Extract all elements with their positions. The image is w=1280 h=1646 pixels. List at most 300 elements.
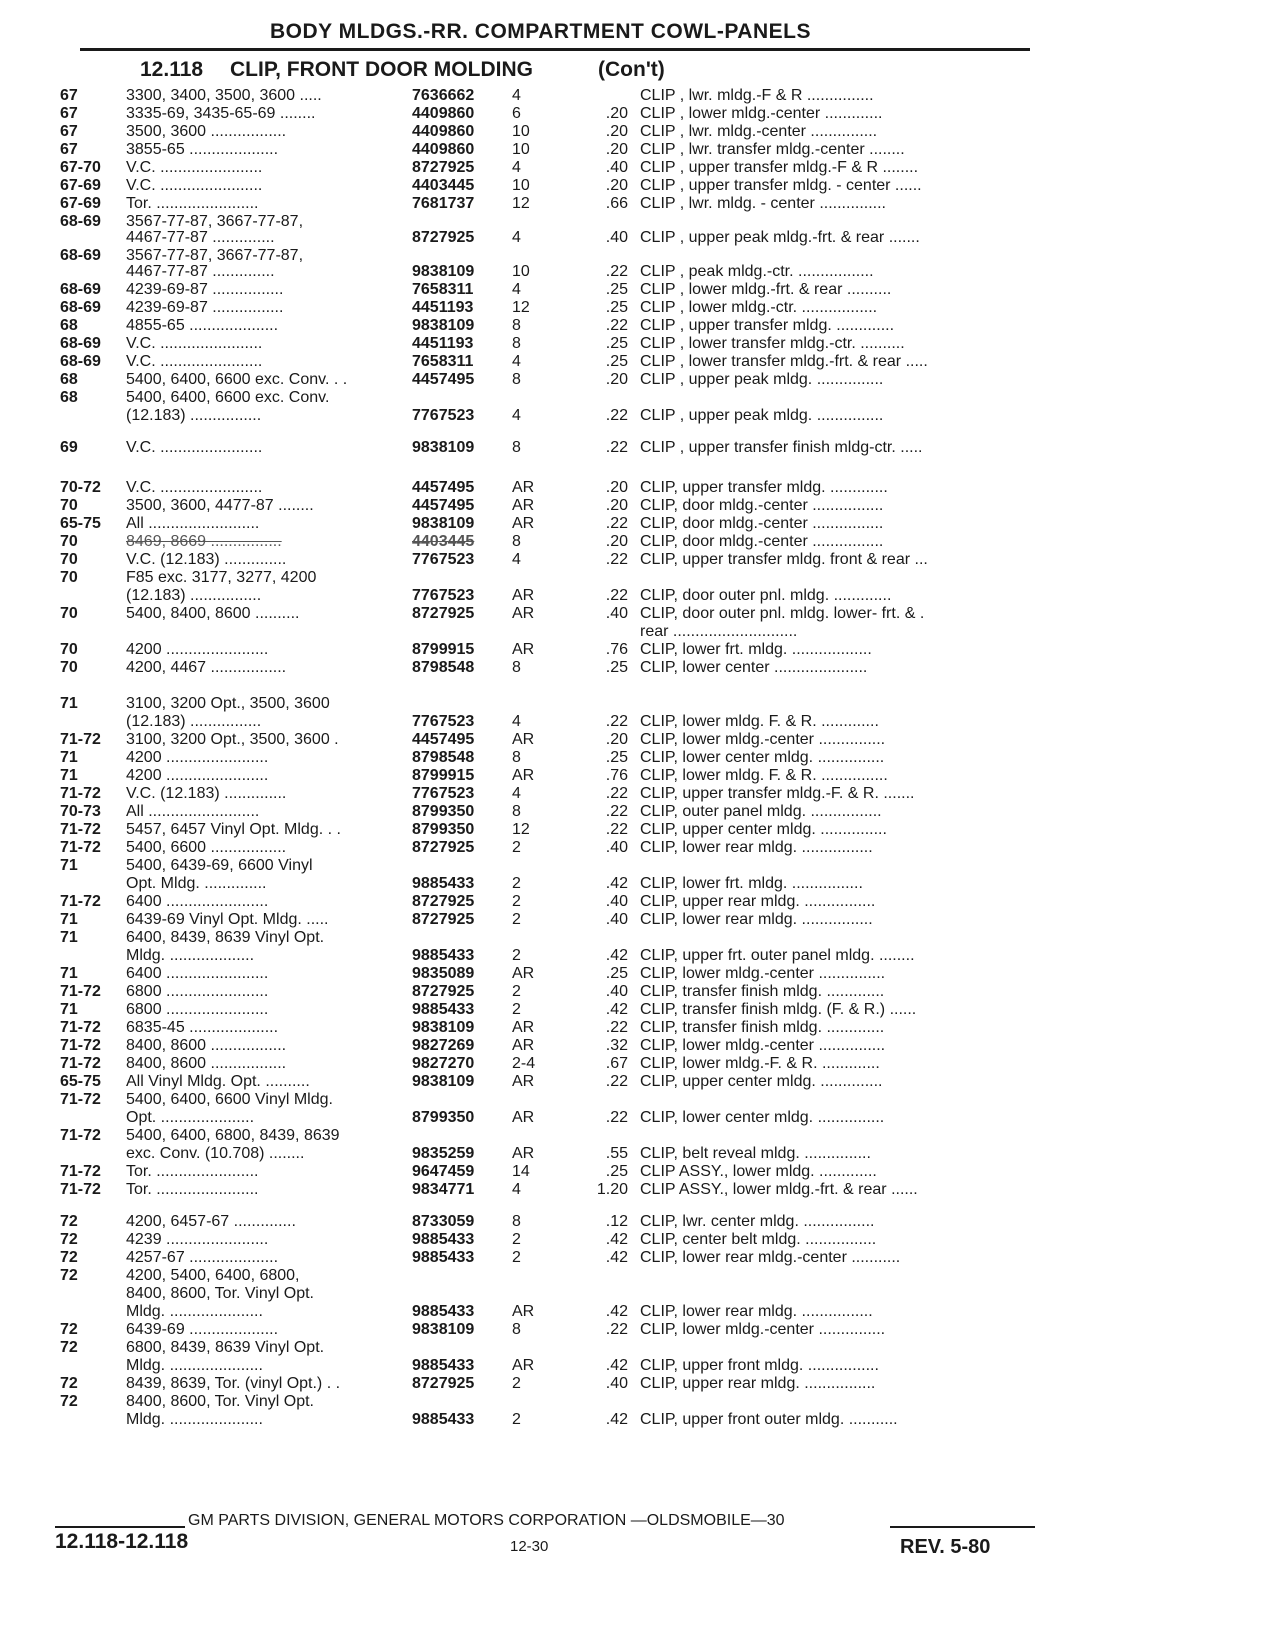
cell-year: 71-72	[60, 731, 101, 748]
table-row	[0, 1248, 1280, 1268]
cell-model: 3100, 3200 Opt., 3500, 3600 .	[126, 731, 339, 748]
cell-qty: AR	[512, 641, 535, 658]
cell-qty: AR	[512, 731, 535, 748]
cell-year: 71-72	[60, 1019, 101, 1036]
cell-desc: CLIP, lower mldg.-F. & R. .............	[640, 1055, 880, 1072]
cell-price: .20	[605, 497, 628, 514]
table-row	[0, 640, 1280, 660]
cell-model: V.C. .......................	[126, 177, 263, 194]
table-row	[0, 748, 1280, 768]
cell-price: .20	[605, 177, 628, 194]
cell-desc: CLIP, lower center mldg. ...............	[640, 749, 885, 766]
cell-desc: CLIP, outer panel mldg. ................	[640, 803, 882, 820]
cell-model: Tor. .......................	[126, 1181, 259, 1198]
cell-price: .22	[605, 1321, 628, 1338]
cell-year: 72	[60, 1231, 78, 1248]
table-row	[0, 622, 1280, 642]
cell-price: .25	[605, 335, 628, 352]
cell-qty: AR	[512, 605, 535, 622]
table-row	[0, 228, 1280, 248]
cell-year: 71	[60, 749, 78, 766]
cell-part: 8798548	[412, 749, 475, 766]
cell-price: .25	[605, 659, 628, 676]
cell-price: .42	[605, 947, 628, 964]
cell-model: 3567-77-87, 3667-77-87,	[126, 213, 304, 230]
cell-year: 67	[60, 87, 78, 104]
table-row	[0, 514, 1280, 534]
cell-year: 70	[60, 641, 78, 658]
cell-part: 9838109	[412, 317, 475, 334]
table-row	[0, 352, 1280, 372]
cell-price: .22	[605, 263, 628, 280]
cell-qty: 2	[512, 875, 521, 892]
cell-model: V.C. .......................	[126, 439, 263, 456]
table-row	[0, 370, 1280, 390]
cell-part: 4409860	[412, 123, 475, 140]
cell-qty: 8	[512, 1213, 521, 1230]
cell-model: V.C. (12.183) ..............	[126, 551, 287, 568]
cell-desc: CLIP , lower transfer mldg.-ctr. ..........	[640, 335, 905, 352]
cell-model: 6800, 8439, 8639 Vinyl Opt.	[126, 1339, 325, 1356]
cell-qty: 4	[512, 713, 521, 730]
table-row	[0, 1284, 1280, 1304]
page-footer	[50, 1508, 1050, 1588]
cell-qty: 12	[512, 195, 530, 212]
table-row	[0, 820, 1280, 840]
cell-part: 7767523	[412, 587, 475, 604]
cell-price: .40	[605, 159, 628, 176]
cell-year: 70	[60, 533, 78, 550]
cell-qty: 2	[512, 1375, 521, 1392]
cell-price: .20	[605, 479, 628, 496]
cell-desc: CLIP, transfer finish mldg. .............	[640, 1019, 885, 1036]
cell-price: .40	[605, 605, 628, 622]
cell-part: 8799350	[412, 803, 475, 820]
cell-part: 7767523	[412, 407, 475, 424]
cell-year: 68	[60, 317, 78, 334]
cell-desc: CLIP, lower frt. mldg. ................	[640, 875, 863, 892]
cell-qty: AR	[512, 965, 535, 982]
cell-year: 72	[60, 1375, 78, 1392]
table-row	[0, 1036, 1280, 1056]
cell-desc: CLIP ASSY., lower mldg.-frt. & rear ......	[640, 1181, 918, 1198]
table-row	[0, 1090, 1280, 1110]
cell-year: 71-72	[60, 1181, 101, 1198]
cell-model: 4257-67 ....................	[126, 1249, 279, 1266]
table-row	[0, 1126, 1280, 1146]
cell-price: .25	[605, 749, 628, 766]
cell-qty: 4	[512, 159, 521, 176]
cell-year: 68	[60, 371, 78, 388]
cell-desc: CLIP, lower mldg.-center ...............	[640, 965, 886, 982]
cell-part: 9838109	[412, 1073, 475, 1090]
cell-price: .55	[605, 1145, 628, 1162]
cell-part: 8727925	[412, 605, 475, 622]
cell-model: 3855-65 ....................	[126, 141, 279, 158]
table-row	[0, 1018, 1280, 1038]
cell-desc: CLIP , upper transfer finish mldg-ctr. .....	[640, 439, 923, 456]
cell-year: 70-72	[60, 479, 101, 496]
cell-qty: AR	[512, 479, 535, 496]
cell-year: 72	[60, 1267, 78, 1284]
cell-model: 3500, 3600, 4477-87 ........	[126, 497, 314, 514]
cell-qty: AR	[512, 1037, 535, 1054]
table-row	[0, 766, 1280, 786]
table-row	[0, 658, 1280, 678]
cell-price: .66	[605, 195, 628, 212]
cell-part: 9885433	[412, 1249, 475, 1266]
cell-model: 5400, 6400, 6800, 8439, 8639	[126, 1127, 340, 1144]
cell-desc: CLIP , peak mldg.-ctr. .................	[640, 263, 874, 280]
table-row	[0, 784, 1280, 804]
cell-model: (12.183) ................	[126, 407, 262, 424]
cell-model: V.C. .......................	[126, 335, 263, 352]
cell-qty: 8	[512, 749, 521, 766]
section-heading	[140, 58, 665, 82]
table-row	[0, 122, 1280, 142]
cell-year: 71-72	[60, 1055, 101, 1072]
table-row	[0, 586, 1280, 606]
cell-model: V.C. .......................	[126, 479, 263, 496]
cell-model: 4239-69-87 ................	[126, 281, 284, 298]
cell-model: 6439-69 ....................	[126, 1321, 279, 1338]
cell-year: 70	[60, 497, 78, 514]
cell-part: 8727925	[412, 911, 475, 928]
cell-price: .76	[605, 641, 628, 658]
cell-qty: 8	[512, 371, 521, 388]
cell-price: .40	[605, 983, 628, 1000]
cell-year: 71-72	[60, 1163, 101, 1180]
cell-model: 4855-65 ....................	[126, 317, 279, 334]
cell-model: 6800 .......................	[126, 983, 269, 1000]
cell-desc: CLIP , upper peak mldg. ...............	[640, 371, 884, 388]
cell-year: 71	[60, 929, 78, 946]
table-row	[0, 550, 1280, 570]
cell-part: 8727925	[412, 893, 475, 910]
cell-year: 70	[60, 551, 78, 568]
cell-desc: CLIP, door outer pnl. mldg. .............	[640, 587, 892, 604]
table-row	[0, 1000, 1280, 1020]
cell-desc: CLIP , lower mldg.-frt. & rear ..........	[640, 281, 892, 298]
cell-model: Mldg. .....................	[126, 1303, 263, 1320]
table-row	[0, 86, 1280, 106]
cell-price: .22	[605, 551, 628, 568]
cell-part: 7767523	[412, 785, 475, 802]
cell-qty: 4	[512, 1181, 521, 1198]
footer-page-number: 12-30	[510, 1538, 549, 1555]
cell-price: .20	[605, 123, 628, 140]
table-row	[0, 176, 1280, 196]
cell-model: F85 exc. 3177, 3277, 4200	[126, 569, 317, 586]
header-divider	[80, 48, 1030, 51]
cell-desc: CLIP, upper transfer mldg. front & rear ...	[640, 551, 928, 568]
cell-desc: CLIP, upper rear mldg. ................	[640, 893, 876, 910]
cell-qty: 8	[512, 803, 521, 820]
cell-part: 7681737	[412, 195, 475, 212]
table-row	[0, 1302, 1280, 1322]
cell-year: 70	[60, 659, 78, 676]
cell-qty: AR	[512, 1303, 535, 1320]
cell-qty: AR	[512, 1145, 535, 1162]
cell-price: .42	[605, 1001, 628, 1018]
cell-model: V.C. (12.183) ..............	[126, 785, 287, 802]
cell-part: 9827269	[412, 1037, 475, 1054]
cell-year: 68-69	[60, 247, 101, 264]
cell-year: 71	[60, 767, 78, 784]
cell-price: .25	[605, 281, 628, 298]
cell-desc: CLIP, lower mldg.-center ...............	[640, 1321, 886, 1338]
cell-desc: CLIP, lower mldg. F. & R. .............	[640, 713, 879, 730]
cell-year: 65-75	[60, 515, 101, 532]
cell-price: .25	[605, 299, 628, 316]
cell-model: 3500, 3600 .................	[126, 123, 287, 140]
table-row	[0, 874, 1280, 894]
cell-desc: CLIP, upper front mldg. ................	[640, 1357, 879, 1374]
cell-qty: 10	[512, 141, 530, 158]
cell-part: 8799915	[412, 767, 475, 784]
cell-qty: 8	[512, 317, 521, 334]
cell-qty: 2	[512, 893, 521, 910]
cell-year: 72	[60, 1321, 78, 1338]
cell-desc: CLIP, lower rear mldg.-center ...........	[640, 1249, 901, 1266]
cell-price: .20	[605, 105, 628, 122]
cell-model: 6400 .......................	[126, 965, 269, 982]
table-row	[0, 1320, 1280, 1340]
cell-part: 7636662	[412, 87, 475, 104]
cell-part: 9885433	[412, 1411, 475, 1428]
cell-model: 4467-77-87 ..............	[126, 263, 275, 280]
cell-desc: CLIP, lower rear mldg. ................	[640, 911, 873, 928]
table-row	[0, 712, 1280, 732]
cell-qty: 10	[512, 177, 530, 194]
cell-model: 4200 .......................	[126, 749, 269, 766]
cell-price: .22	[605, 407, 628, 424]
table-row	[0, 532, 1280, 552]
cell-year: 70	[60, 569, 78, 586]
cell-model: 5400, 6400, 6600 Vinyl Mldg.	[126, 1091, 333, 1108]
cell-year: 67	[60, 141, 78, 158]
cell-qty: AR	[512, 587, 535, 604]
cell-desc: CLIP, upper transfer mldg.-F. & R. .......	[640, 785, 915, 802]
cell-part: 8727925	[412, 983, 475, 1000]
cell-qty: 4	[512, 229, 521, 246]
cell-model: 4239-69-87 ................	[126, 299, 284, 316]
cell-part: 8727925	[412, 159, 475, 176]
table-row	[0, 1108, 1280, 1128]
cell-part: 9838109	[412, 1321, 475, 1338]
cell-part: 4457495	[412, 731, 475, 748]
cell-year: 68-69	[60, 281, 101, 298]
cell-price: .25	[605, 1163, 628, 1180]
cell-model: All .........................	[126, 515, 260, 532]
cell-desc: CLIP, transfer finish mldg. .............	[640, 983, 885, 1000]
table-row	[0, 568, 1280, 588]
cell-qty: 12	[512, 299, 530, 316]
cell-model: 6400, 8439, 8639 Vinyl Opt.	[126, 929, 325, 946]
cell-model: V.C. .......................	[126, 353, 263, 370]
cell-qty: 10	[512, 123, 530, 140]
cell-desc: CLIP, lwr. center mldg. ................	[640, 1213, 875, 1230]
cell-qty: 6	[512, 105, 521, 122]
table-row	[0, 1230, 1280, 1250]
cell-model: Tor. .......................	[126, 195, 259, 212]
cell-desc: CLIP, door outer pnl. mldg. lower- frt. & .	[640, 605, 925, 622]
cell-price: .22	[605, 515, 628, 532]
cell-model: exc. Conv. (10.708) ........	[126, 1145, 305, 1162]
cell-price: .76	[605, 767, 628, 784]
cell-model: 8439, 8639, Tor. (vinyl Opt.) . .	[126, 1375, 341, 1392]
cell-desc: CLIP , lower mldg.-center .............	[640, 105, 883, 122]
cell-model: V.C. .......................	[126, 159, 263, 176]
cell-part: 8799915	[412, 641, 475, 658]
cell-price: .22	[605, 317, 628, 334]
cell-desc: CLIP, door mldg.-center ................	[640, 515, 884, 532]
cell-desc: CLIP , upper peak mldg. ...............	[640, 407, 884, 424]
cell-qty: 4	[512, 551, 521, 568]
cell-price: .40	[605, 1375, 628, 1392]
table-row	[0, 262, 1280, 282]
cell-price: .40	[605, 893, 628, 910]
cell-desc: CLIP, upper center mldg. ...............	[640, 821, 887, 838]
cell-price: .25	[605, 353, 628, 370]
table-row	[0, 1392, 1280, 1412]
table-row	[0, 1338, 1280, 1358]
cell-price: .67	[605, 1055, 628, 1072]
table-row	[0, 298, 1280, 318]
cell-price: .25	[605, 965, 628, 982]
cell-year: 71-72	[60, 821, 101, 838]
cell-year: 68-69	[60, 213, 101, 230]
cell-part: 8798548	[412, 659, 475, 676]
table-row	[0, 838, 1280, 858]
cell-price: .22	[605, 803, 628, 820]
cell-part: 9885433	[412, 947, 475, 964]
cell-part: 4457495	[412, 371, 475, 388]
cell-price: .12	[605, 1213, 628, 1230]
cell-price: .22	[605, 821, 628, 838]
cell-model: Opt. Mldg. ..............	[126, 875, 267, 892]
cell-price: .22	[605, 587, 628, 604]
table-row	[0, 910, 1280, 930]
cell-desc: CLIP, lower frt. mldg. ..................	[640, 641, 872, 658]
table-row	[0, 478, 1280, 498]
cell-desc: CLIP, upper rear mldg. ................	[640, 1375, 876, 1392]
table-row	[0, 730, 1280, 750]
table-row	[0, 928, 1280, 948]
cell-year: 72	[60, 1213, 78, 1230]
cell-model: 4200 .......................	[126, 641, 269, 658]
cell-qty: 2	[512, 1411, 521, 1428]
cell-price: .20	[605, 533, 628, 550]
cell-desc: CLIP, transfer finish mldg. (F. & R.) ......	[640, 1001, 917, 1018]
cell-model: (12.183) ................	[126, 713, 262, 730]
cell-qty: 2-4	[512, 1055, 536, 1072]
cell-part: 9835259	[412, 1145, 475, 1162]
cell-year: 71	[60, 1001, 78, 1018]
section-continued: (Con't)	[598, 58, 665, 81]
table-row	[0, 946, 1280, 966]
cell-year: 67	[60, 123, 78, 140]
section-code: 12.118	[140, 58, 204, 81]
cell-model: 8400, 8600, Tor. Vinyl Opt.	[126, 1285, 314, 1302]
cell-qty: 8	[512, 335, 521, 352]
cell-desc: CLIP , lwr. mldg.-F & R ...............	[640, 87, 874, 104]
cell-model: 3100, 3200 Opt., 3500, 3600	[126, 695, 330, 712]
cell-model: Mldg. .....................	[126, 1411, 263, 1428]
cell-qty: 2	[512, 911, 521, 928]
cell-price: .32	[605, 1037, 628, 1054]
cell-desc: CLIP, door mldg.-center ................	[640, 533, 884, 550]
cell-price: .42	[605, 1249, 628, 1266]
cell-desc: CLIP , lwr. mldg. - center ...............	[640, 195, 886, 212]
cell-desc: CLIP, belt reveal mldg. ...............	[640, 1145, 871, 1162]
cell-price: .22	[605, 1109, 628, 1126]
cell-qty: 8	[512, 659, 521, 676]
table-row	[0, 1144, 1280, 1164]
cell-qty: 2	[512, 839, 521, 856]
table-row	[0, 158, 1280, 178]
cell-desc: CLIP, lower rear mldg. ................	[640, 839, 873, 856]
cell-year: 71-72	[60, 1037, 101, 1054]
table-row	[0, 104, 1280, 124]
cell-desc: CLIP, lower center .....................	[640, 659, 868, 676]
cell-desc: CLIP, lower mldg. F. & R. ...............	[640, 767, 888, 784]
cell-model: 6439-69 Vinyl Opt. Mldg. .....	[126, 911, 329, 928]
cell-year: 71-72	[60, 893, 101, 910]
cell-model: 4467-77-87 ..............	[126, 229, 275, 246]
cell-year: 65-75	[60, 1073, 101, 1090]
cell-year: 71-72	[60, 839, 101, 856]
cell-desc: CLIP , upper transfer mldg. - center ......	[640, 177, 922, 194]
cell-qty: 14	[512, 1163, 530, 1180]
cell-price: .42	[605, 1411, 628, 1428]
cell-year: 70	[60, 605, 78, 622]
cell-price: .22	[605, 439, 628, 456]
table-row	[0, 694, 1280, 714]
cell-qty: 8	[512, 1321, 521, 1338]
cell-year: 68-69	[60, 335, 101, 352]
cell-qty: 2	[512, 1249, 521, 1266]
cell-year: 68-69	[60, 353, 101, 370]
cell-qty: 4	[512, 87, 521, 104]
cell-model: All .........................	[126, 803, 260, 820]
cell-price: .42	[605, 1231, 628, 1248]
cell-qty: AR	[512, 497, 535, 514]
cell-model: 5457, 6457 Vinyl Opt. Mldg. . .	[126, 821, 341, 838]
cell-year: 71	[60, 695, 78, 712]
cell-year: 71-72	[60, 1127, 101, 1144]
table-row	[0, 496, 1280, 516]
cell-desc: CLIP , upper transfer mldg.-F & R ........	[640, 159, 919, 176]
table-row	[0, 892, 1280, 912]
cell-part: 4403445	[412, 533, 475, 550]
cell-desc: CLIP, upper frt. outer panel mldg. ........	[640, 947, 915, 964]
cell-desc: CLIP , upper peak mldg.-frt. & rear .......	[640, 229, 920, 246]
cell-qty: AR	[512, 1073, 535, 1090]
cell-qty: 4	[512, 353, 521, 370]
cell-model: 4200, 5400, 6400, 6800,	[126, 1267, 300, 1284]
cell-year: 68	[60, 389, 78, 406]
cell-model: (12.183) ................	[126, 587, 262, 604]
cell-part: 9838109	[412, 263, 475, 280]
cell-part: 9835089	[412, 965, 475, 982]
cell-model: 3567-77-87, 3667-77-87,	[126, 247, 304, 264]
cell-model: 3300, 3400, 3500, 3600 .....	[126, 87, 322, 104]
cell-model: Mldg. .....................	[126, 1357, 263, 1374]
cell-model: 4239 .......................	[126, 1231, 269, 1248]
cell-model: 4200, 4467 .................	[126, 659, 287, 676]
cell-qty: 2	[512, 1231, 521, 1248]
